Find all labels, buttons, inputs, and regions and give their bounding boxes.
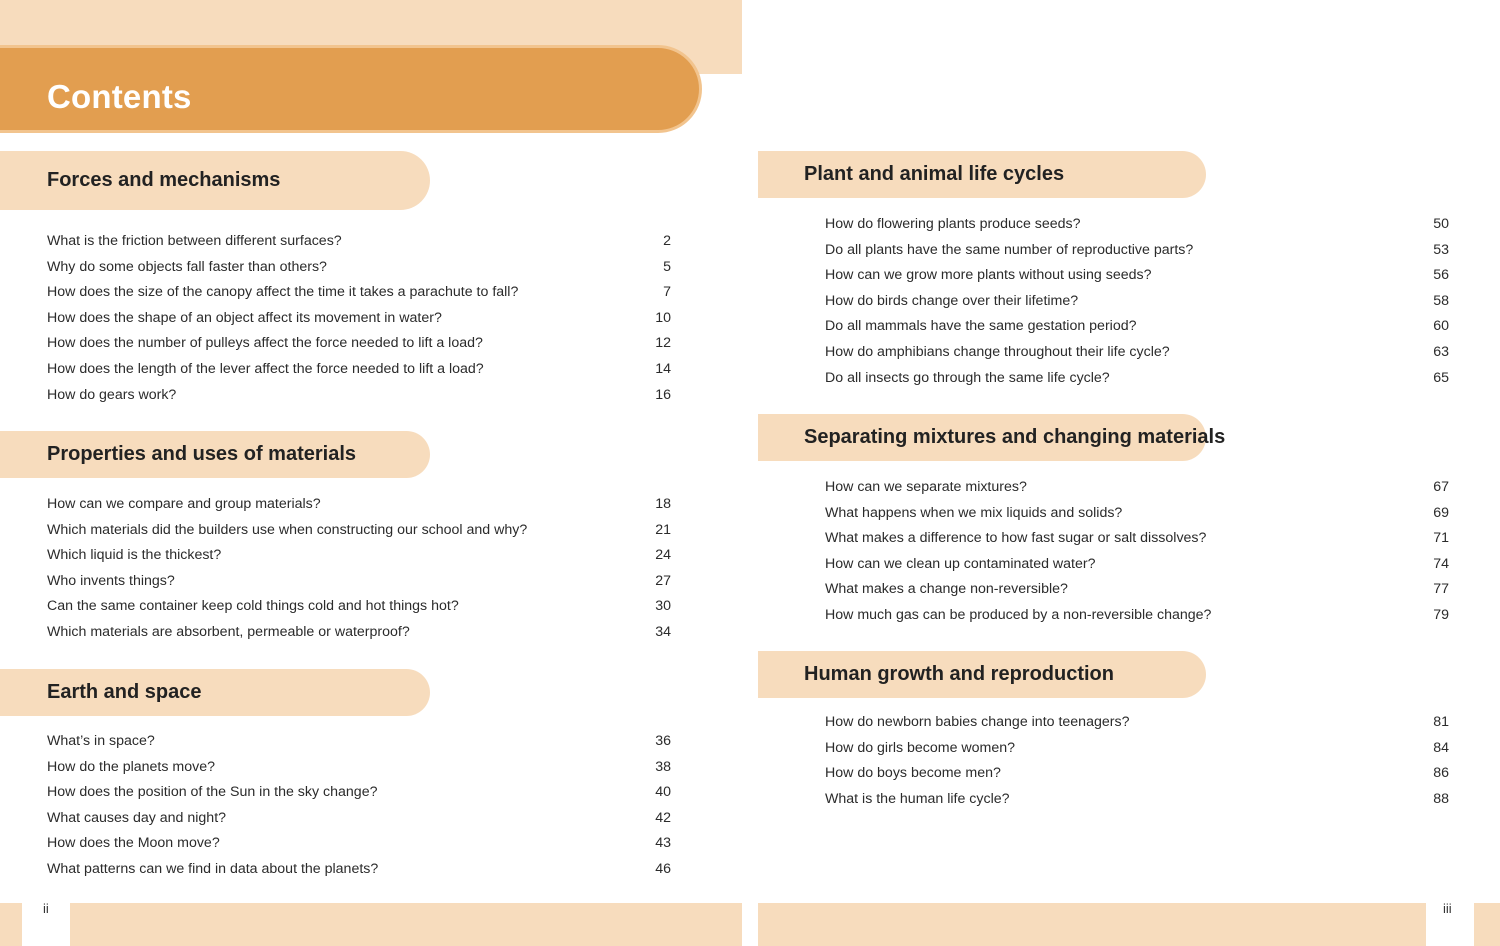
toc-entry[interactable]	[47, 624, 671, 650]
toc-question: What is the human life cycle?	[825, 790, 1010, 807]
toc-question: What’s in space?	[47, 733, 155, 749]
footer-band-right	[758, 903, 1500, 946]
toc-entry[interactable]	[825, 344, 1449, 370]
toc-entry[interactable]	[47, 759, 671, 785]
page-number-left: ii	[43, 901, 49, 916]
toc-question: How can we separate mixtures?	[825, 479, 1027, 495]
section-title-mixtures: Separating mixtures and changing materials	[804, 426, 1226, 448]
footer-band-left	[0, 903, 742, 946]
page-gutter	[742, 0, 758, 946]
toc-entry[interactable]	[825, 242, 1449, 268]
toc-entry[interactable]	[825, 505, 1449, 531]
toc-entry[interactable]	[825, 765, 1449, 791]
section-title-life-cycles: Plant and animal life cycles	[804, 163, 1065, 185]
toc-page-number: 7	[663, 284, 671, 301]
toc-entry[interactable]	[47, 573, 671, 599]
toc-question: What makes a difference to how fast sugar or salt dissolves?	[825, 530, 1207, 547]
toc-entry[interactable]	[825, 530, 1449, 556]
toc-question: Can the same container keep cold things cold and hot things hot?	[47, 598, 459, 615]
toc-entry[interactable]	[47, 835, 671, 861]
toc-entry[interactable]	[47, 310, 671, 336]
section-title-human-growth: Human growth and reproduction	[804, 663, 1114, 685]
toc-page-number: 14	[655, 361, 671, 377]
toc-question: Which materials did the builders use when constructing our school and why?	[47, 521, 528, 538]
toc-page-number: 69	[1433, 504, 1449, 521]
toc-question: How does the length of the lever affect the force needed to lift a load?	[47, 361, 484, 377]
toc-entry[interactable]	[47, 784, 671, 810]
toc-page-number: 2	[663, 233, 671, 249]
toc-question: How do birds change over their lifetime?	[825, 292, 1079, 309]
toc-question: What patterns can we find in data about the planets?	[47, 861, 379, 877]
toc-page-number: 27	[655, 572, 671, 589]
section-title-forces: Forces and mechanisms	[47, 169, 281, 191]
toc-question: How do amphibians change throughout their life cycle?	[825, 344, 1170, 360]
toc-question: How do boys become men?	[825, 765, 1001, 782]
toc-question: Which materials are absorbent, permeable or waterproof?	[47, 624, 410, 640]
toc-entry[interactable]	[47, 861, 671, 887]
toc-question: How much gas can be produced by a non-reversible change?	[825, 607, 1212, 623]
toc-entry[interactable]	[47, 733, 671, 759]
toc-question: What causes day and night?	[47, 809, 227, 826]
toc-page-number: 24	[655, 547, 671, 564]
toc-page-number: 43	[655, 835, 671, 852]
toc-entry[interactable]	[47, 284, 671, 310]
toc-question: How can we compare and group materials?	[47, 496, 321, 512]
toc-page-number: 10	[655, 309, 671, 326]
toc-page-number: 63	[1433, 344, 1449, 360]
toc-entry[interactable]	[47, 522, 671, 548]
toc-question: Do all insects go through the same life cycle?	[825, 369, 1110, 386]
toc-page-number: 79	[1433, 607, 1449, 623]
toc-question: How can we grow more plants without using seeds?	[825, 267, 1152, 284]
toc-entry[interactable]	[47, 547, 671, 573]
toc-entry[interactable]	[47, 259, 671, 285]
toc-question: Who invents things?	[47, 572, 175, 589]
toc-entry[interactable]	[825, 293, 1449, 319]
toc-question: How does the position of the Sun in the sky change?	[47, 784, 378, 801]
toc-page-number: 74	[1433, 555, 1449, 572]
toc-page-number: 46	[655, 861, 671, 877]
toc-question: Why do some objects fall faster than others?	[47, 258, 327, 275]
toc-question: How do girls become women?	[825, 739, 1016, 756]
toc-page-number: 34	[655, 624, 671, 640]
toc-entry[interactable]	[47, 233, 671, 259]
toc-entry[interactable]	[825, 479, 1449, 505]
toc-page-number: 40	[655, 784, 671, 801]
toc-question: How do newborn babies change into teenagers?	[825, 714, 1130, 730]
toc-page-number: 65	[1433, 369, 1449, 386]
toc-entry[interactable]	[47, 496, 671, 522]
toc-page-number: 67	[1433, 479, 1449, 495]
toc-entry[interactable]	[825, 216, 1449, 242]
toc-entry[interactable]	[47, 361, 671, 387]
toc-question: How can we clean up contaminated water?	[825, 555, 1096, 572]
toc-entry[interactable]	[825, 791, 1449, 817]
toc-page-number: 71	[1433, 530, 1449, 547]
toc-entry[interactable]	[825, 581, 1449, 607]
toc-entry[interactable]	[825, 740, 1449, 766]
toc-entry[interactable]	[825, 370, 1449, 396]
toc-page-number: 36	[655, 733, 671, 749]
toc-entry[interactable]	[825, 607, 1449, 633]
toc-page-number: 60	[1433, 318, 1449, 335]
toc-question: Do all mammals have the same gestation period?	[825, 318, 1137, 335]
toc-entry[interactable]	[825, 714, 1449, 740]
toc-entry[interactable]	[47, 598, 671, 624]
toc-page-number: 38	[655, 758, 671, 775]
toc-page-number: 56	[1433, 267, 1449, 284]
toc-question: What happens when we mix liquids and solids?	[825, 504, 1123, 521]
toc-page-number: 30	[655, 598, 671, 615]
toc-entry[interactable]	[825, 318, 1449, 344]
toc-entry[interactable]	[825, 267, 1449, 293]
toc-page-number: 84	[1433, 739, 1449, 756]
toc-question: How does the number of pulleys affect the force needed to lift a load?	[47, 335, 483, 352]
toc-page-number: 5	[663, 258, 671, 275]
toc-page-number: 53	[1433, 241, 1449, 258]
page-number-right: iii	[1443, 901, 1452, 916]
toc-entry[interactable]	[47, 335, 671, 361]
page-title: Contents	[47, 78, 192, 115]
toc-page-number: 12	[655, 335, 671, 352]
toc-page-number: 77	[1433, 581, 1449, 598]
toc-page-number: 58	[1433, 292, 1449, 309]
toc-question: How does the size of the canopy affect the time it takes a parachute to fall?	[47, 284, 519, 301]
section-title-materials: Properties and uses of materials	[47, 443, 357, 465]
toc-entry[interactable]	[47, 810, 671, 836]
toc-page-number: 18	[655, 496, 671, 512]
toc-question: How do flowering plants produce seeds?	[825, 216, 1081, 232]
toc-page-number: 16	[655, 386, 671, 403]
toc-page-number: 21	[655, 521, 671, 538]
toc-page-number: 42	[655, 809, 671, 826]
toc-page-number: 81	[1433, 714, 1449, 730]
toc-entry[interactable]	[825, 556, 1449, 582]
toc-page-number: 50	[1433, 216, 1449, 232]
toc-page-number: 88	[1433, 790, 1449, 807]
toc-question: What makes a change non-reversible?	[825, 581, 1068, 598]
toc-page-number: 86	[1433, 765, 1449, 782]
toc-question: How does the Moon move?	[47, 835, 220, 852]
section-title-earth-space: Earth and space	[47, 681, 202, 703]
toc-question: How does the shape of an object affect its movement in water?	[47, 309, 442, 326]
toc-entry[interactable]	[47, 387, 671, 413]
toc-question: Which liquid is the thickest?	[47, 547, 222, 564]
toc-question: Do all plants have the same number of reproductive parts?	[825, 241, 1194, 258]
toc-question: How do the planets move?	[47, 758, 215, 775]
toc-question: What is the friction between different surfaces?	[47, 233, 342, 249]
toc-question: How do gears work?	[47, 386, 177, 403]
